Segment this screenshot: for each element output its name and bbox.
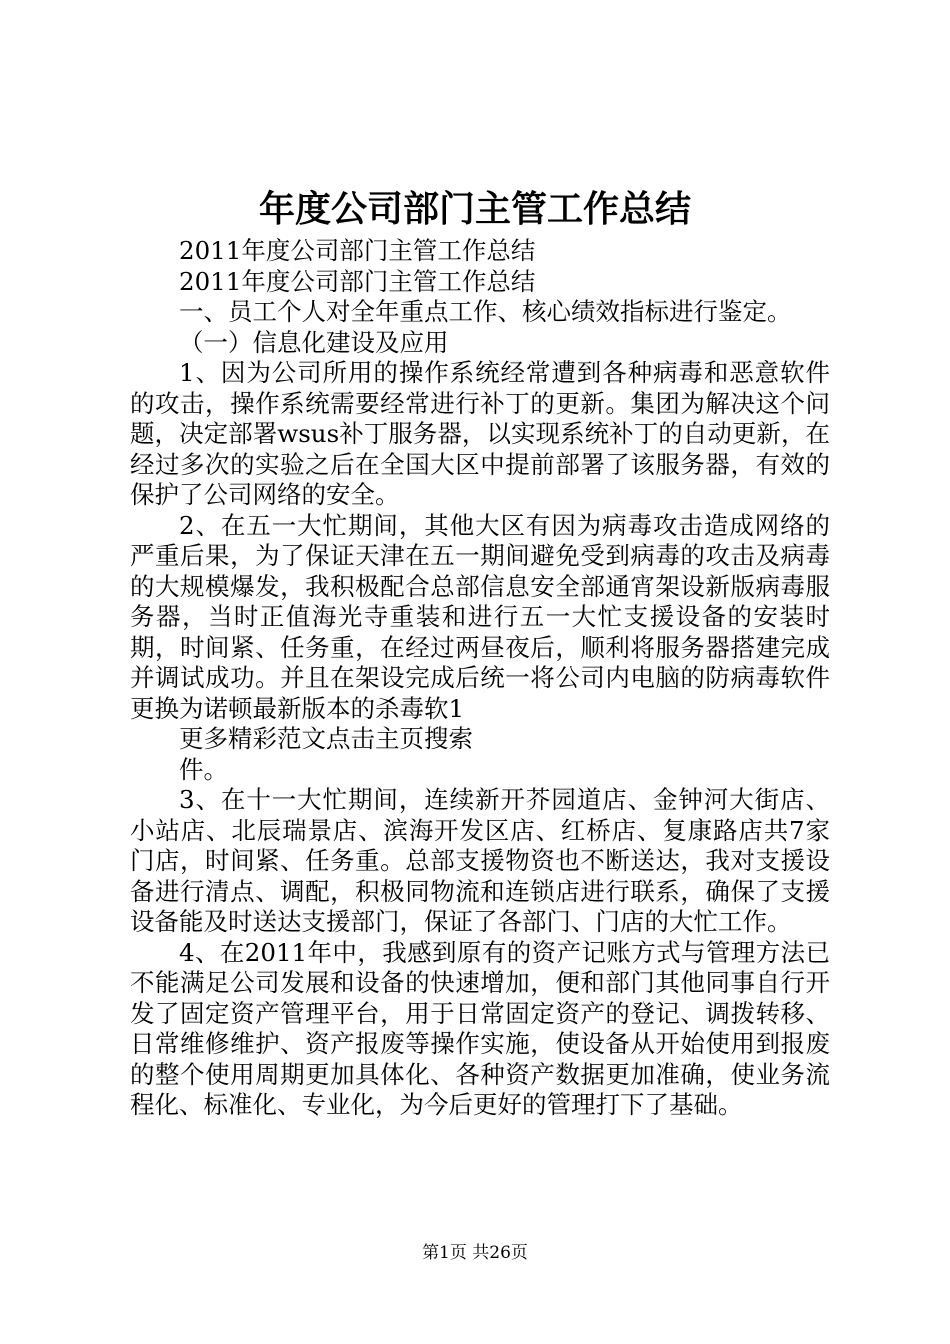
subtitle-line: 2011年度公司部门主管工作总结 [179, 266, 536, 296]
body-paragraph: 3、在十一大忙期间，连续新开芥园道店、金钟河大街店、小站店、北辰瑞景店、滨海开发区店、红桥店、复康路店共7家门店，时间紧、任务重。总部支援物资也不断送达，我对支援设备进行清点、调配，积极同物流和连锁店进行联系，确保了支援设备能及时送达支援部门，保证了各部门、门店的大忙工作。 [130, 785, 830, 936]
promo-link[interactable]: 更多精彩范文点击主页搜索 [179, 724, 473, 753]
subtitle-line: 2011年度公司部门主管工作总结 [179, 236, 536, 265]
document-body [130, 236, 830, 1121]
body-paragraph: 2、在五一大忙期间，其他大区有因为病毒攻击造成网络的严重后果，为了保证天津在五一期间避免受到病毒的攻击及病毒的大规模爆发，我积极配合总部信息安全部通宵架设新版病毒服务器，当时正值海光寺重装和进行五一大忙支援设备的安装时期，时间紧、任务重，在经过两昼夜后，顺利将服务器搭建完成并调试成功。并且在架设完成后统一将公司内电脑的防病毒软件更换为诺顿最新版本的杀毒软1 [130, 510, 830, 723]
continuation-text: 件。 [179, 754, 228, 784]
body-paragraph: 4、在2011年中，我感到原有的资产记账方式与管理方法已不能满足公司发展和设备的快速增加，便和部门其他同事自行开发了固定资产管理平台，用于日常固定资产的登记、调拨转移、日常维修维护、资产报废等操作实施，使设备从开始使用到报废的整个使用周期更加具体化、各种资产数据更加准确，使业务流程化、标准化、专业化，为今后更好的管理打下了基础。 [130, 937, 830, 1119]
page-footer: 第1页 共26页 [422, 1243, 528, 1263]
section-heading: 一、员工个人对全年重点工作、核心绩效指标进行鉴定。 [179, 297, 792, 326]
document-title: 年度公司部门主管工作总结 [258, 188, 691, 230]
body-paragraph: 1、因为公司所用的操作系统经常遭到各种病毒和恶意软件的攻击，操作系统需要经常进行补丁的更新。集团为解决这个问题，决定部署wsus补丁服务器，以实现系统补丁的自动更新，在经过多次的实验之后在全国大区中提前部署了该服务器，有效的保护了公司网络的安全。 [130, 358, 830, 509]
subsection-heading: （一）信息化建设及应用 [179, 327, 449, 357]
